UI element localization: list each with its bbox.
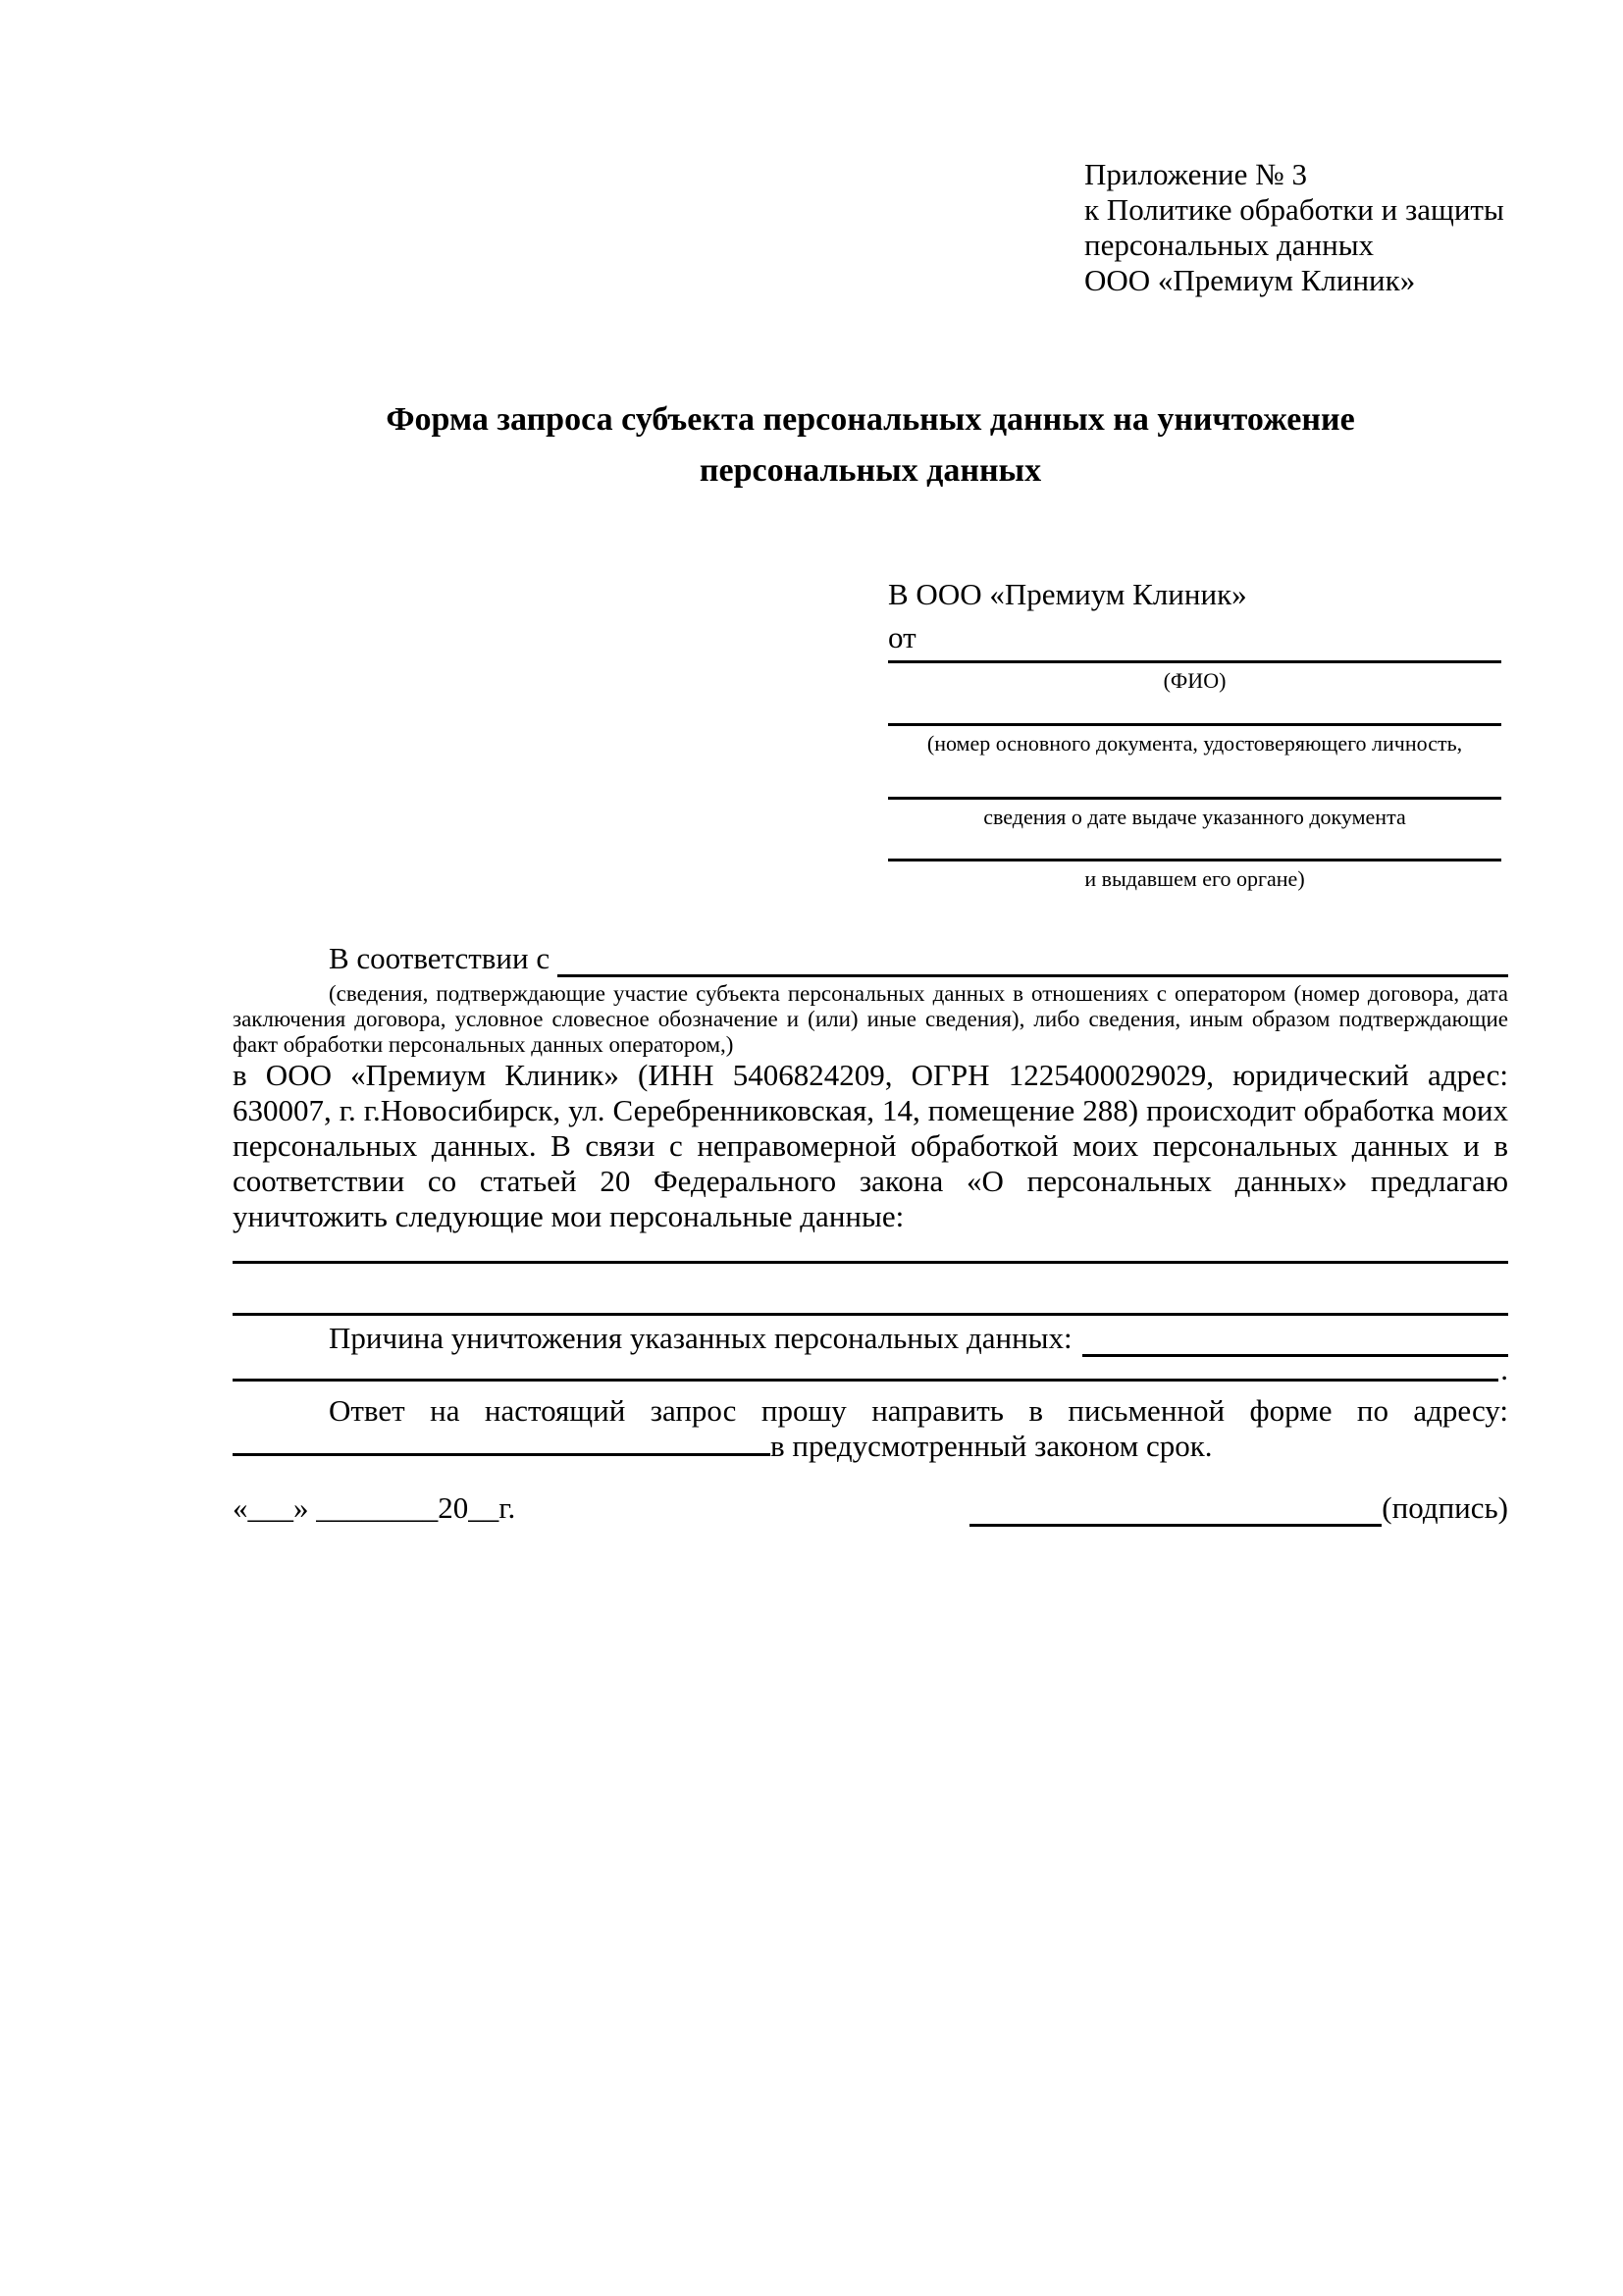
blank-line-fio — [888, 655, 1501, 663]
accordance-blank-line — [557, 940, 1508, 977]
accordance-line — [233, 940, 1508, 977]
response-line-1: Ответ на настоящий запрос прошу направить в письменной форме по адресу: — [329, 1393, 1508, 1428]
blank-line-doc-issue-date — [888, 756, 1501, 800]
signature-area — [969, 1489, 1508, 1527]
blank-line-data-1 — [233, 1234, 1508, 1264]
caption-fio: (ФИО) — [1163, 668, 1227, 693]
caption-doc-issue-date: сведения о дате выдаче указанного документа — [983, 805, 1406, 829]
accordance-note: (сведения, подтверждающие участие субъекта персональных данных в отношениях с оператором (номер договора, дата заключения договора, условное словесное обозначение и (или) иные сведения), либо сведения, иным образом подтверждающие факт обработки персональных данных оператором,) — [233, 981, 1508, 1057]
reason-blank-line — [1082, 1320, 1508, 1357]
caption-doc-authority: и выдавшем его органе) — [1084, 866, 1305, 891]
appendix-note — [1084, 157, 1504, 298]
response-line-2-text: в предусмотренный законом срок. — [770, 1429, 1213, 1463]
appendix-line: ООО «Премиум Клиник» — [1084, 263, 1416, 297]
appendix-line: Приложение № 3 — [1084, 157, 1307, 191]
signature-blank-line — [969, 1494, 1382, 1527]
response-line-2 — [233, 1429, 1508, 1464]
addressee-from-label: от — [888, 620, 916, 654]
reason-line-period: . — [1500, 1352, 1508, 1386]
accordance-lead: В соответствии с — [329, 941, 550, 975]
signature-caption: (подпись) — [1382, 1490, 1508, 1525]
reason-blank-line-2 — [233, 1357, 1498, 1382]
form-title — [233, 394, 1508, 496]
form-title-text: Форма запроса субъекта персональных данных на уничтожение персональных данных — [386, 401, 1355, 489]
reason-label: Причина уничтожения указанных персональных данных: — [329, 1321, 1073, 1355]
date-blank: «___» ________20__г. — [233, 1490, 516, 1525]
caption-doc-number: (номер основного документа, удостоверяющего личность, — [926, 731, 1463, 756]
blank-line-doc-number — [888, 693, 1501, 726]
reason-continuation-line — [233, 1352, 1508, 1386]
blank-line-doc-authority — [888, 829, 1501, 861]
date-signature-row — [233, 1489, 1508, 1527]
addressee-to: В ООО «Премиум Клиник» — [888, 577, 1247, 611]
body-paragraph: в ООО «Премиум Клиник» (ИНН 5406824209, ОГРН 1225400029029, юридический адрес: 630007, г. г.Новосибирск, ул. Серебренниковская, 14, помещение 288) происходит обработка моих персональных данных. В связи с неправомерной обработкой моих персональных данных и в соответствии со статьей 20 Федерального закона «О персональных данных» предлагаю уничтожить следующие мои персональные данные: — [233, 1058, 1508, 1233]
reason-line — [233, 1320, 1508, 1357]
response-blank-line — [233, 1453, 770, 1456]
appendix-line: к Политике обработки и защиты — [1084, 192, 1504, 227]
appendix-line: персональных данных — [1084, 228, 1375, 262]
blank-line-data-2 — [233, 1264, 1508, 1316]
addressee-block — [888, 577, 1501, 891]
